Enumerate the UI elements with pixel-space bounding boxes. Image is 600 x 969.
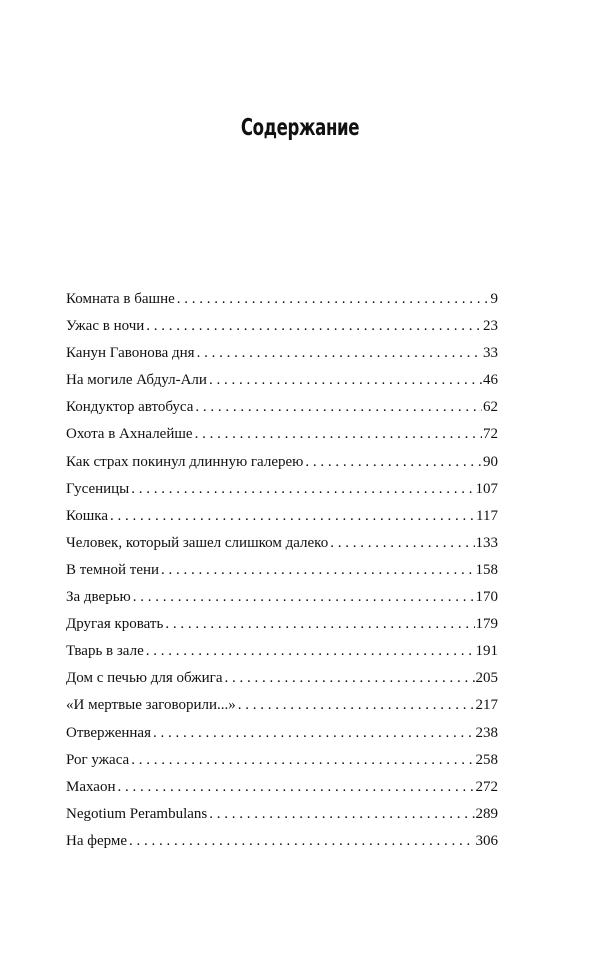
toc-entry-page: 117 bbox=[476, 507, 498, 524]
toc-entry-page: 306 bbox=[475, 832, 498, 849]
toc-entry-page: 170 bbox=[475, 589, 498, 606]
toc-entry bbox=[66, 449, 498, 476]
dot-leader bbox=[146, 638, 475, 665]
toc-entry-page: 107 bbox=[475, 480, 498, 497]
dot-leader bbox=[131, 747, 474, 774]
toc-entry-title: Negotium Perambulans bbox=[66, 805, 208, 822]
toc-entry-title: Кошка bbox=[66, 507, 109, 524]
toc-entry-title: Человек, который зашел слишком далеко bbox=[66, 534, 329, 551]
toc-entry bbox=[66, 286, 498, 313]
dot-leader bbox=[209, 367, 482, 394]
table-of-contents bbox=[66, 286, 498, 855]
toc-entry-page: 23 bbox=[483, 318, 498, 335]
toc-entry bbox=[66, 313, 498, 340]
toc-entry-title: Дом с печью для обжига bbox=[66, 670, 223, 687]
toc-entry bbox=[66, 611, 498, 638]
page-title: Содержание bbox=[240, 115, 360, 141]
dot-leader bbox=[195, 421, 482, 448]
toc-entry bbox=[66, 828, 498, 855]
dot-leader bbox=[305, 449, 482, 476]
toc-entry-page: 258 bbox=[475, 751, 498, 768]
dot-leader bbox=[238, 692, 475, 719]
toc-entry bbox=[66, 801, 498, 828]
toc-entry-page: 179 bbox=[475, 616, 498, 633]
dot-leader bbox=[129, 828, 474, 855]
toc-entry bbox=[66, 557, 498, 584]
toc-entry-title: Канун Гавонова дня bbox=[66, 345, 195, 362]
toc-entry bbox=[66, 367, 498, 394]
toc-entry-page: 238 bbox=[475, 724, 498, 741]
toc-entry-page: 289 bbox=[475, 805, 498, 822]
dot-leader bbox=[161, 557, 474, 584]
toc-entry bbox=[66, 421, 498, 448]
toc-entry-page: 33 bbox=[483, 345, 498, 362]
dot-leader bbox=[153, 720, 475, 747]
dot-leader bbox=[224, 665, 474, 692]
toc-entry-page: 191 bbox=[475, 643, 498, 660]
toc-entry-title: За дверью bbox=[66, 589, 131, 606]
dot-leader bbox=[197, 340, 482, 367]
toc-entry-page: 9 bbox=[490, 291, 498, 307]
toc-entry-page: 217 bbox=[475, 697, 498, 714]
toc-entry bbox=[66, 503, 498, 530]
dot-leader bbox=[133, 584, 475, 611]
dot-leader bbox=[117, 774, 474, 801]
dot-leader bbox=[209, 801, 474, 828]
dot-leader bbox=[131, 476, 474, 503]
toc-entry-page: 46 bbox=[483, 372, 498, 389]
toc-entry-title: Махаон bbox=[66, 778, 116, 795]
toc-entry bbox=[66, 530, 498, 557]
dot-leader bbox=[177, 286, 490, 313]
toc-entry-page: 62 bbox=[483, 399, 498, 416]
toc-entry bbox=[66, 774, 498, 801]
dot-leader bbox=[165, 611, 474, 638]
toc-entry bbox=[66, 720, 498, 747]
toc-entry-title: Рог ужаса bbox=[66, 751, 130, 768]
dot-leader bbox=[195, 394, 482, 421]
dot-leader bbox=[330, 530, 474, 557]
toc-entry bbox=[66, 692, 498, 719]
toc-entry-title: Гусеницы bbox=[66, 480, 130, 497]
toc-entry-page: 90 bbox=[483, 453, 498, 470]
toc-entry bbox=[66, 665, 498, 692]
toc-entry-page: 133 bbox=[475, 534, 498, 551]
toc-entry-title: Кондуктор автобуса bbox=[66, 399, 194, 416]
toc-entry-title: Охота в Ахналейше bbox=[66, 426, 193, 443]
toc-entry bbox=[66, 747, 498, 774]
toc-entry bbox=[66, 638, 498, 665]
toc-entry bbox=[66, 584, 498, 611]
toc-entry-page: 272 bbox=[475, 778, 498, 795]
toc-entry-title: На могиле Абдул-Али bbox=[66, 372, 207, 389]
toc-entry-title: Ужас в ночи bbox=[66, 318, 145, 335]
toc-entry-title: Тварь в зале bbox=[66, 643, 144, 660]
toc-entry-title: В темной тени bbox=[66, 561, 160, 578]
toc-entry-page: 72 bbox=[483, 426, 498, 443]
toc-entry-title: Отверженная bbox=[66, 724, 151, 741]
toc-entry-title: Как страх покинул длинную галерею bbox=[66, 453, 304, 470]
toc-entry-title: «И мертвые заговорили...» bbox=[66, 697, 236, 714]
toc-entry-title: Комната в башне bbox=[66, 291, 175, 307]
toc-entry-page: 158 bbox=[475, 561, 498, 578]
dot-leader bbox=[146, 313, 482, 340]
toc-entry-page: 205 bbox=[475, 670, 498, 687]
toc-entry bbox=[66, 394, 498, 421]
toc-entry-title: Другая кровать bbox=[66, 616, 164, 633]
toc-entry bbox=[66, 476, 498, 503]
dot-leader bbox=[110, 503, 475, 530]
toc-entry-title: На ферме bbox=[66, 832, 128, 849]
toc-entry bbox=[66, 340, 498, 367]
